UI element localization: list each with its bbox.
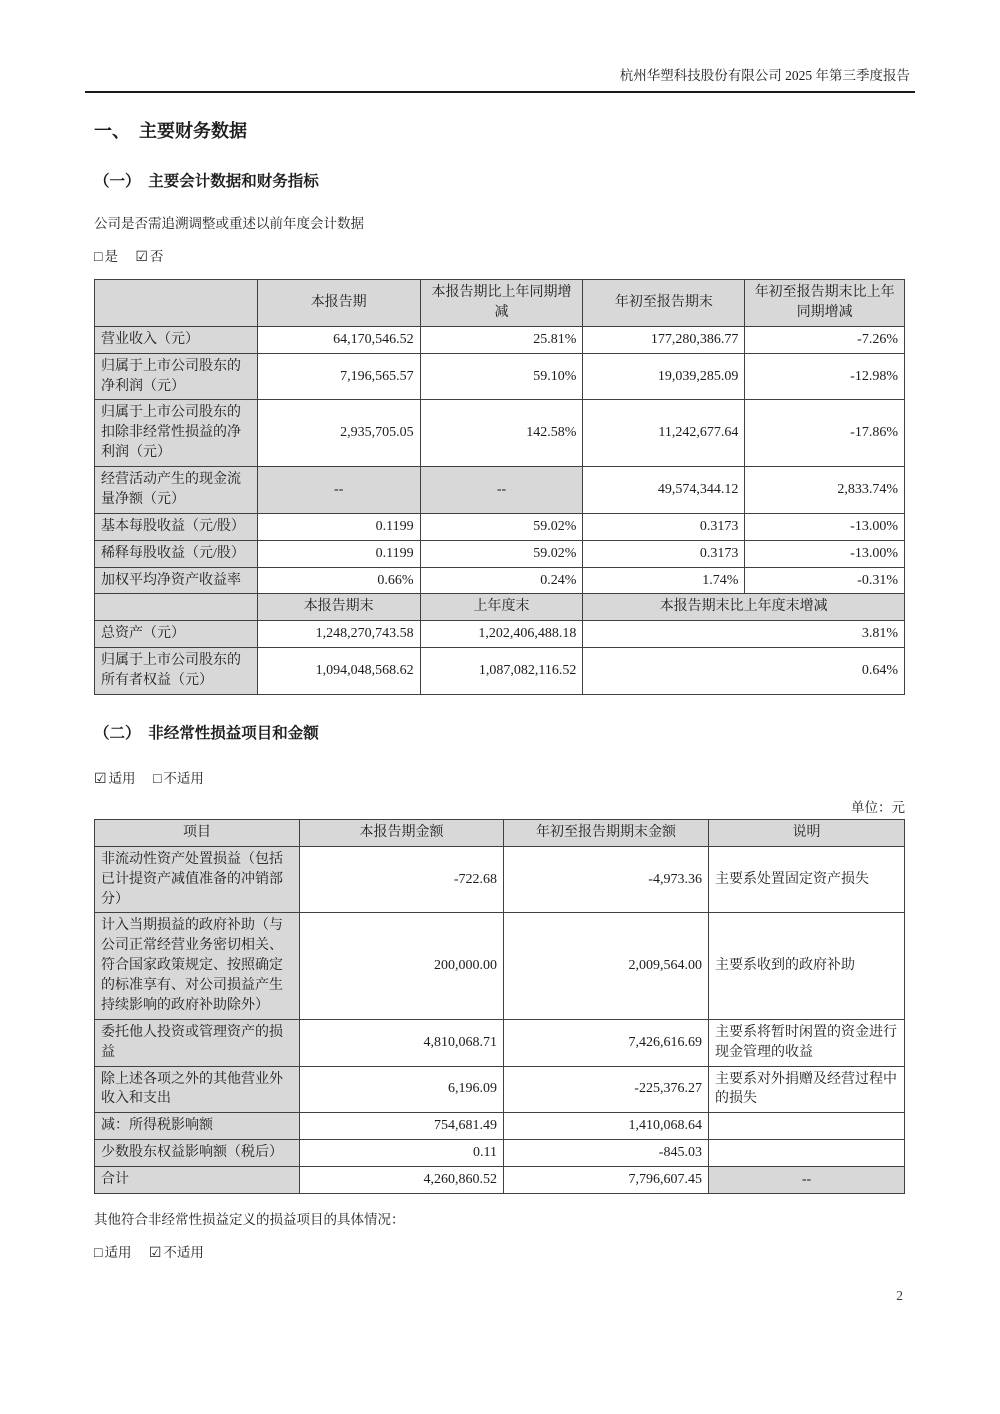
value-cell: 2,009,564.00 (504, 913, 709, 1019)
value-cell: 7,426,616.69 (504, 1019, 709, 1066)
table-row (95, 513, 905, 540)
value-cell: 2,935,705.05 (257, 400, 420, 467)
header-rule (85, 91, 915, 93)
document-header (85, 0, 910, 84)
option-apply (94, 1245, 131, 1260)
checkbox-checked-icon: ☑ (135, 250, 148, 265)
header-cell: 说明 (708, 819, 904, 846)
row-label-cell: 除上述各项之外的其他营业外收入和支出 (95, 1066, 300, 1113)
checkbox-unchecked-icon: □ (94, 250, 103, 265)
option-not-apply (153, 771, 204, 786)
header-cell (95, 594, 258, 621)
row-label-cell: 少数股东权益影响额（税后） (95, 1140, 300, 1167)
table-row (95, 540, 905, 567)
checkbox-checked-icon: ☑ (94, 771, 107, 787)
value-cell: 1,248,270,743.58 (257, 621, 420, 648)
table-row (95, 1113, 905, 1140)
value-cell: 754,681.49 (299, 1113, 503, 1140)
row-label-cell: 委托他人投资或管理资产的损益 (95, 1019, 300, 1066)
value-cell: 3.81% (583, 621, 905, 648)
value-cell: 0.3173 (583, 540, 745, 567)
page-content (94, 117, 905, 1262)
option-yes-label: 是 (104, 249, 118, 264)
non-recurring-items-table (94, 819, 905, 1194)
table-row (95, 1140, 905, 1167)
option-apply-label: 适用 (108, 770, 136, 786)
apply-options (94, 767, 905, 788)
note-cell: 主要系收到的政府补助 (708, 913, 904, 1019)
row-label-cell: 经营活动产生的现金流量净额（元） (95, 467, 258, 514)
table-row (95, 467, 905, 514)
header-cell: 本报告期 (257, 280, 420, 327)
section-2-title: （二） 非经常性损益项目和金额 (94, 724, 319, 742)
option-not-apply-label: 不适用 (163, 1244, 204, 1260)
restate-options (94, 245, 905, 266)
value-cell: 19,039,285.09 (583, 353, 745, 400)
option-yes (94, 249, 118, 264)
row-label-cell: 归属于上市公司股东的所有者权益（元） (95, 648, 258, 695)
row-label-cell: 基本每股收益（元/股） (95, 513, 258, 540)
value-cell: 7,796,607.45 (504, 1167, 709, 1194)
table-header-row (95, 280, 905, 327)
section-1-subtitle: （一） 主要会计数据和财务指标 (94, 173, 319, 190)
value-cell: -13.00% (745, 513, 905, 540)
page-number: 2 (896, 1288, 903, 1303)
value-cell: 0.1199 (257, 540, 420, 567)
checkbox-checked-icon: ☑ (148, 1245, 162, 1261)
table-row (95, 1066, 905, 1113)
row-label-cell: 减：所得税影响额 (95, 1113, 300, 1140)
value-cell: 1,202,406,488.18 (420, 621, 583, 648)
value-cell: 4,260,860.52 (299, 1167, 503, 1194)
header-cell: 本报告期比上年同期增减 (420, 280, 583, 327)
table-row (95, 1019, 905, 1066)
value-cell: 59.02% (420, 540, 583, 567)
section-1-title: 一、 主要财务数据 (94, 121, 247, 141)
value-cell: 1,094,048,568.62 (257, 648, 420, 695)
value-cell: 7,196,565.57 (257, 353, 420, 400)
option-not-apply (149, 1245, 204, 1260)
table-row (95, 621, 905, 648)
footer-apply-options (94, 1241, 905, 1262)
header-cell: 上年度末 (420, 594, 583, 621)
value-cell: 6,196.09 (299, 1066, 503, 1113)
note-cell: -- (708, 1167, 904, 1194)
restate-question: 公司是否需追溯调整或重述以前年度会计数据 (94, 216, 364, 231)
row-label-cell: 非流动性资产处置损益（包括已计提资产减值准备的冲销部分） (95, 846, 300, 913)
value-cell: 2,833.74% (745, 467, 905, 514)
header-cell: 项目 (95, 819, 300, 846)
table-subheader-row (95, 594, 905, 621)
value-cell: 1.74% (583, 567, 745, 594)
table-row (95, 648, 905, 695)
value-cell: 11,242,677.64 (583, 400, 745, 467)
table-row (95, 913, 905, 1019)
note-cell: 主要系将暂时闲置的资金进行现金管理的收益 (708, 1019, 904, 1066)
value-cell: 59.10% (420, 353, 583, 400)
header-cell (95, 280, 258, 327)
header-cell: 年初至报告期期末金额 (504, 819, 709, 846)
value-cell: 1,087,082,116.52 (420, 648, 583, 695)
header-cell: 本报告期末比上年度末增减 (583, 594, 905, 621)
value-cell: 0.3173 (583, 513, 745, 540)
value-cell: -0.31% (745, 567, 905, 594)
value-cell: -- (257, 467, 420, 514)
value-cell: -4,973.36 (504, 846, 709, 913)
row-label-cell: 合计 (95, 1167, 300, 1194)
value-cell: -722.68 (299, 846, 503, 913)
header-cell: 本报告期金额 (299, 819, 503, 846)
value-cell: 25.81% (420, 326, 583, 353)
report-title: 杭州华塑科技股份有限公司 2025 年第三季度报告 (619, 68, 910, 83)
value-cell: -225,376.27 (504, 1066, 709, 1113)
value-cell: 142.58% (420, 400, 583, 467)
row-label-cell: 归属于上市公司股东的扣除非经常性损益的净利润（元） (95, 400, 258, 467)
value-cell: -845.03 (504, 1140, 709, 1167)
value-cell: 59.02% (420, 513, 583, 540)
note-cell (708, 1140, 904, 1167)
table-row (95, 567, 905, 594)
option-not-apply-label: 不适用 (163, 770, 204, 786)
header-cell: 年初至报告期末 (583, 280, 745, 327)
table-row (95, 353, 905, 400)
header-cell: 本报告期末 (257, 594, 420, 621)
other-items-note: 其他符合非经常性损益定义的损益项目的具体情况： (94, 1211, 405, 1227)
value-cell: 177,280,386.77 (583, 326, 745, 353)
checkbox-unchecked-icon: □ (152, 771, 162, 787)
value-cell: 4,810,068.71 (299, 1019, 503, 1066)
value-cell: 64,170,546.52 (257, 326, 420, 353)
unit-label: 单位：元 (851, 799, 905, 815)
row-label-cell: 计入当期损益的政府补助（与公司正常经营业务密切相关、符合国家政策规定、按照确定的标准享有、对公司损益产生持续影响的政府补助除外） (95, 913, 300, 1019)
note-cell: 主要系处置固定资产损失 (708, 846, 904, 913)
value-cell: 0.11 (299, 1140, 503, 1167)
table-total-row (95, 1167, 905, 1194)
value-cell: 0.24% (420, 567, 583, 594)
option-no (135, 249, 163, 264)
value-cell: -7.26% (745, 326, 905, 353)
value-cell: -12.98% (745, 353, 905, 400)
value-cell: 200,000.00 (299, 913, 503, 1019)
option-apply-label: 适用 (104, 1244, 132, 1260)
value-cell: -- (420, 467, 583, 514)
table-row (95, 326, 905, 353)
key-financial-data-table (94, 279, 905, 695)
row-label-cell: 归属于上市公司股东的净利润（元） (95, 353, 258, 400)
table-row (95, 400, 905, 467)
table-row (95, 846, 905, 913)
option-apply (94, 771, 136, 786)
row-label-cell: 加权平均净资产收益率 (95, 567, 258, 594)
row-label-cell: 总资产（元） (95, 621, 258, 648)
header-cell: 年初至报告期末比上年同期增减 (745, 280, 905, 327)
value-cell: 0.66% (257, 567, 420, 594)
note-cell (708, 1113, 904, 1140)
row-label-cell: 营业收入（元） (95, 326, 258, 353)
value-cell: 49,574,344.12 (583, 467, 745, 514)
table-header-row (95, 819, 905, 846)
value-cell: -13.00% (745, 540, 905, 567)
note-cell: 主要系对外捐赠及经营过程中的损失 (708, 1066, 904, 1113)
value-cell: 0.1199 (257, 513, 420, 540)
checkbox-unchecked-icon: □ (94, 1245, 103, 1261)
option-no-label: 否 (149, 249, 164, 264)
value-cell: 0.64% (583, 648, 905, 695)
value-cell: 1,410,068.64 (504, 1113, 709, 1140)
row-label-cell: 稀释每股收益（元/股） (95, 540, 258, 567)
value-cell: -17.86% (745, 400, 905, 467)
